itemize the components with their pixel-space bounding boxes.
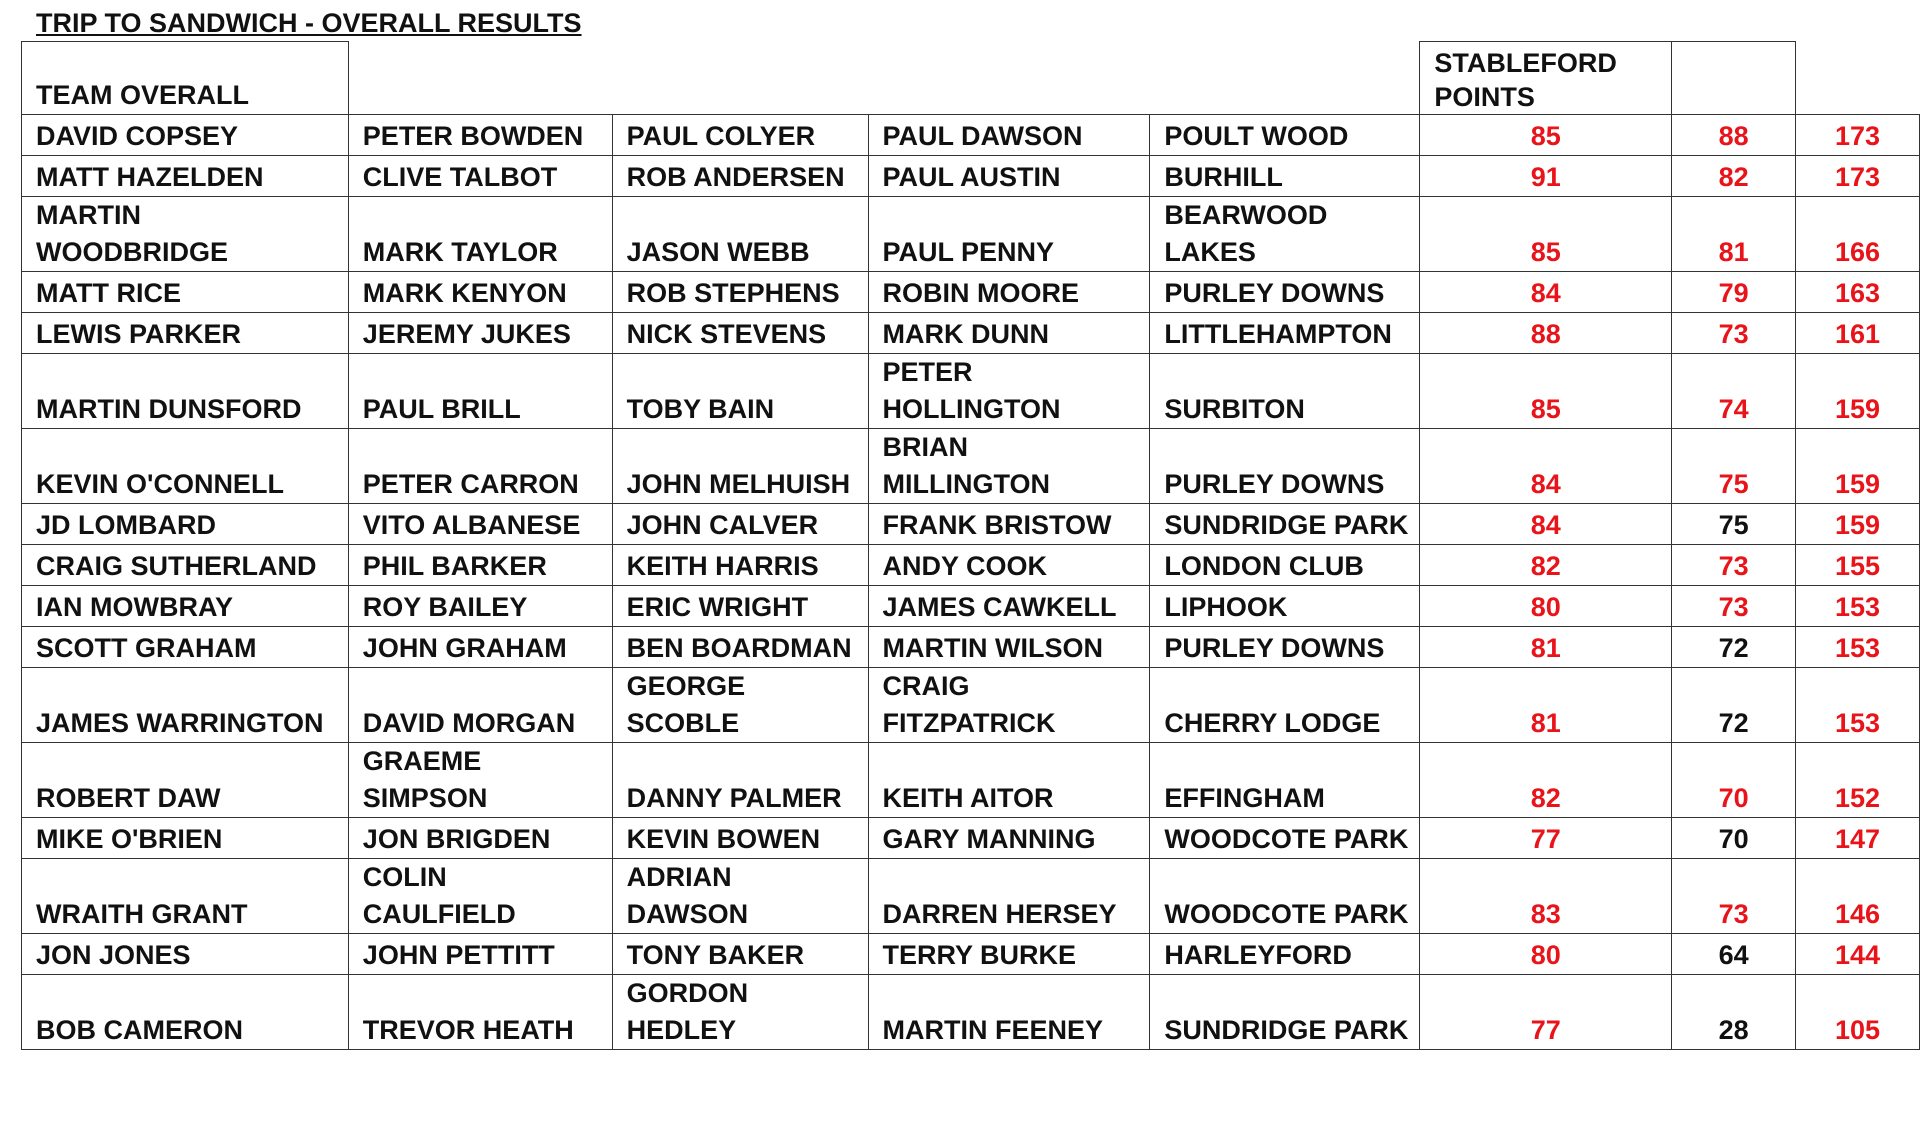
table-row [22, 627, 1920, 668]
total-score-cell: 159 [1796, 429, 1920, 504]
player-2-cell: JEREMY JUKES [348, 313, 612, 354]
score-round-2-cell: 73 [1672, 313, 1796, 354]
table-row [22, 668, 1920, 743]
player-4-cell: ANDY COOK [868, 545, 1150, 586]
table-row [22, 743, 1920, 818]
player-4-cell: GARY MANNING [868, 818, 1150, 859]
score-round-2-cell: 28 [1672, 975, 1796, 1050]
results-table [21, 41, 1920, 1050]
score-round-2-cell: 64 [1672, 934, 1796, 975]
player-4-cell: TERRY BURKE [868, 934, 1150, 975]
total-score-cell: 153 [1796, 668, 1920, 743]
club-cell: WOODCOTE PARK [1150, 818, 1420, 859]
club-cell: BEARWOOD LAKES [1150, 197, 1420, 272]
player-1-cell: SCOTT GRAHAM [22, 627, 349, 668]
score-round-1-cell: 81 [1420, 627, 1672, 668]
player-1-cell: JAMES WARRINGTON [22, 668, 349, 743]
score-round-2-cell: 81 [1672, 197, 1796, 272]
player-3-cell: ROB ANDERSEN [612, 156, 868, 197]
player-4-cell: JAMES CAWKELL [868, 586, 1150, 627]
player-2-cell: VITO ALBANESE [348, 504, 612, 545]
player-3-cell: JOHN MELHUISH [612, 429, 868, 504]
player-2-cell: TREVOR HEATH [348, 975, 612, 1050]
header-blank [348, 42, 1420, 115]
club-cell: BURHILL [1150, 156, 1420, 197]
player-3-cell: ERIC WRIGHT [612, 586, 868, 627]
score-round-2-cell: 79 [1672, 272, 1796, 313]
table-row [22, 115, 1920, 156]
player-3-cell: KEITH HARRIS [612, 545, 868, 586]
score-round-1-cell: 82 [1420, 743, 1672, 818]
score-round-1-cell: 88 [1420, 313, 1672, 354]
score-round-1-cell: 80 [1420, 586, 1672, 627]
total-score-cell: 153 [1796, 586, 1920, 627]
table-row [22, 197, 1920, 272]
total-score-cell: 152 [1796, 743, 1920, 818]
player-4-cell: CRAIG FITZPATRICK [868, 668, 1150, 743]
player-2-cell: PETER BOWDEN [348, 115, 612, 156]
score-round-2-cell: 73 [1672, 586, 1796, 627]
player-2-cell: DAVID MORGAN [348, 668, 612, 743]
club-cell: PURLEY DOWNS [1150, 627, 1420, 668]
club-cell: HARLEYFORD [1150, 934, 1420, 975]
club-cell: PURLEY DOWNS [1150, 272, 1420, 313]
player-1-cell: DAVID COPSEY [22, 115, 349, 156]
score-round-1-cell: 85 [1420, 115, 1672, 156]
club-cell: LONDON CLUB [1150, 545, 1420, 586]
table-row [22, 313, 1920, 354]
player-1-cell: WRAITH GRANT [22, 859, 349, 934]
player-4-cell: PAUL PENNY [868, 197, 1150, 272]
score-round-2-cell: 75 [1672, 429, 1796, 504]
player-2-cell: GRAEME SIMPSON [348, 743, 612, 818]
club-cell: SUNDRIDGE PARK [1150, 504, 1420, 545]
score-round-2-cell: 73 [1672, 545, 1796, 586]
score-round-1-cell: 91 [1420, 156, 1672, 197]
club-cell: POULT WOOD [1150, 115, 1420, 156]
score-round-2-cell: 70 [1672, 818, 1796, 859]
player-4-cell: KEITH AITOR [868, 743, 1150, 818]
player-2-cell: JON BRIGDEN [348, 818, 612, 859]
player-2-cell: JOHN GRAHAM [348, 627, 612, 668]
total-score-cell: 155 [1796, 545, 1920, 586]
player-3-cell: KEVIN BOWEN [612, 818, 868, 859]
score-round-1-cell: 84 [1420, 429, 1672, 504]
club-cell: PURLEY DOWNS [1150, 429, 1420, 504]
player-1-cell: MATT HAZELDEN [22, 156, 349, 197]
score-round-1-cell: 77 [1420, 818, 1672, 859]
player-2-cell: PHIL BARKER [348, 545, 612, 586]
page-title: TRIP TO SANDWICH - OVERALL RESULTS [36, 8, 582, 38]
team-overall-header: TEAM OVERALL [22, 42, 349, 115]
player-4-cell: BRIAN MILLINGTON [868, 429, 1150, 504]
table-row [22, 818, 1920, 859]
table-row [22, 156, 1920, 197]
player-1-cell: MIKE O'BRIEN [22, 818, 349, 859]
player-3-cell: DANNY PALMER [612, 743, 868, 818]
table-row [22, 934, 1920, 975]
stableford-points-header: STABLEFORD POINTS [1420, 42, 1672, 115]
score-round-1-cell: 85 [1420, 197, 1672, 272]
total-score-cell: 159 [1796, 354, 1920, 429]
total-score-cell: 153 [1796, 627, 1920, 668]
player-4-cell: ROBIN MOORE [868, 272, 1150, 313]
table-row [22, 975, 1920, 1050]
player-1-cell: JON JONES [22, 934, 349, 975]
player-1-cell: IAN MOWBRAY [22, 586, 349, 627]
total-score-cell: 105 [1796, 975, 1920, 1050]
score-round-2-cell: 74 [1672, 354, 1796, 429]
club-cell: LIPHOOK [1150, 586, 1420, 627]
club-cell: EFFINGHAM [1150, 743, 1420, 818]
table-row [22, 859, 1920, 934]
score-round-1-cell: 77 [1420, 975, 1672, 1050]
score-round-2-cell: 72 [1672, 668, 1796, 743]
player-4-cell: DARREN HERSEY [868, 859, 1150, 934]
player-2-cell: ROY BAILEY [348, 586, 612, 627]
player-3-cell: ROB STEPHENS [612, 272, 868, 313]
player-3-cell: TONY BAKER [612, 934, 868, 975]
player-2-cell: MARK KENYON [348, 272, 612, 313]
player-1-cell: MARTIN DUNSFORD [22, 354, 349, 429]
player-3-cell: JASON WEBB [612, 197, 868, 272]
club-cell: WOODCOTE PARK [1150, 859, 1420, 934]
player-4-cell: MARK DUNN [868, 313, 1150, 354]
club-cell: LITTLEHAMPTON [1150, 313, 1420, 354]
header-empty-cell-total [1796, 42, 1920, 115]
player-4-cell: PETER HOLLINGTON [868, 354, 1150, 429]
player-2-cell: PETER CARRON [348, 429, 612, 504]
player-1-cell: JD LOMBARD [22, 504, 349, 545]
club-cell: SURBITON [1150, 354, 1420, 429]
player-1-cell: MATT RICE [22, 272, 349, 313]
player-3-cell: NICK STEVENS [612, 313, 868, 354]
total-score-cell: 173 [1796, 115, 1920, 156]
player-1-cell: ROBERT DAW [22, 743, 349, 818]
score-round-2-cell: 82 [1672, 156, 1796, 197]
player-2-cell: CLIVE TALBOT [348, 156, 612, 197]
table-row [22, 586, 1920, 627]
player-1-cell: MARTIN WOODBRIDGE [22, 197, 349, 272]
club-cell: SUNDRIDGE PARK [1150, 975, 1420, 1050]
score-round-1-cell: 85 [1420, 354, 1672, 429]
player-2-cell: COLIN CAULFIELD [348, 859, 612, 934]
player-3-cell: TOBY BAIN [612, 354, 868, 429]
score-round-2-cell: 70 [1672, 743, 1796, 818]
player-3-cell: ADRIAN DAWSON [612, 859, 868, 934]
club-cell: CHERRY LODGE [1150, 668, 1420, 743]
player-2-cell: PAUL BRILL [348, 354, 612, 429]
player-3-cell: GEORGE SCOBLE [612, 668, 868, 743]
player-1-cell: CRAIG SUTHERLAND [22, 545, 349, 586]
score-round-2-cell: 88 [1672, 115, 1796, 156]
total-score-cell: 146 [1796, 859, 1920, 934]
score-round-1-cell: 82 [1420, 545, 1672, 586]
player-3-cell: JOHN CALVER [612, 504, 868, 545]
total-score-cell: 147 [1796, 818, 1920, 859]
results-body [22, 42, 1920, 1050]
player-3-cell: GORDON HEDLEY [612, 975, 868, 1050]
player-1-cell: BOB CAMERON [22, 975, 349, 1050]
total-score-cell: 144 [1796, 934, 1920, 975]
player-2-cell: MARK TAYLOR [348, 197, 612, 272]
score-round-2-cell: 72 [1672, 627, 1796, 668]
player-3-cell: BEN BOARDMAN [612, 627, 868, 668]
header-row [22, 42, 1920, 115]
score-round-2-cell: 75 [1672, 504, 1796, 545]
table-row [22, 504, 1920, 545]
score-round-1-cell: 84 [1420, 504, 1672, 545]
table-row [22, 354, 1920, 429]
score-round-1-cell: 80 [1420, 934, 1672, 975]
total-score-cell: 173 [1796, 156, 1920, 197]
table-row [22, 272, 1920, 313]
score-round-2-cell: 73 [1672, 859, 1796, 934]
player-3-cell: PAUL COLYER [612, 115, 868, 156]
player-2-cell: JOHN PETTITT [348, 934, 612, 975]
total-score-cell: 166 [1796, 197, 1920, 272]
total-score-cell: 161 [1796, 313, 1920, 354]
table-row [22, 429, 1920, 504]
player-1-cell: KEVIN O'CONNELL [22, 429, 349, 504]
player-1-cell: LEWIS PARKER [22, 313, 349, 354]
header-empty-cell [1672, 42, 1796, 115]
total-score-cell: 163 [1796, 272, 1920, 313]
player-4-cell: PAUL AUSTIN [868, 156, 1150, 197]
table-row [22, 545, 1920, 586]
score-round-1-cell: 83 [1420, 859, 1672, 934]
total-score-cell: 159 [1796, 504, 1920, 545]
score-round-1-cell: 81 [1420, 668, 1672, 743]
player-4-cell: PAUL DAWSON [868, 115, 1150, 156]
player-4-cell: MARTIN WILSON [868, 627, 1150, 668]
player-4-cell: FRANK BRISTOW [868, 504, 1150, 545]
player-4-cell: MARTIN FEENEY [868, 975, 1150, 1050]
score-round-1-cell: 84 [1420, 272, 1672, 313]
